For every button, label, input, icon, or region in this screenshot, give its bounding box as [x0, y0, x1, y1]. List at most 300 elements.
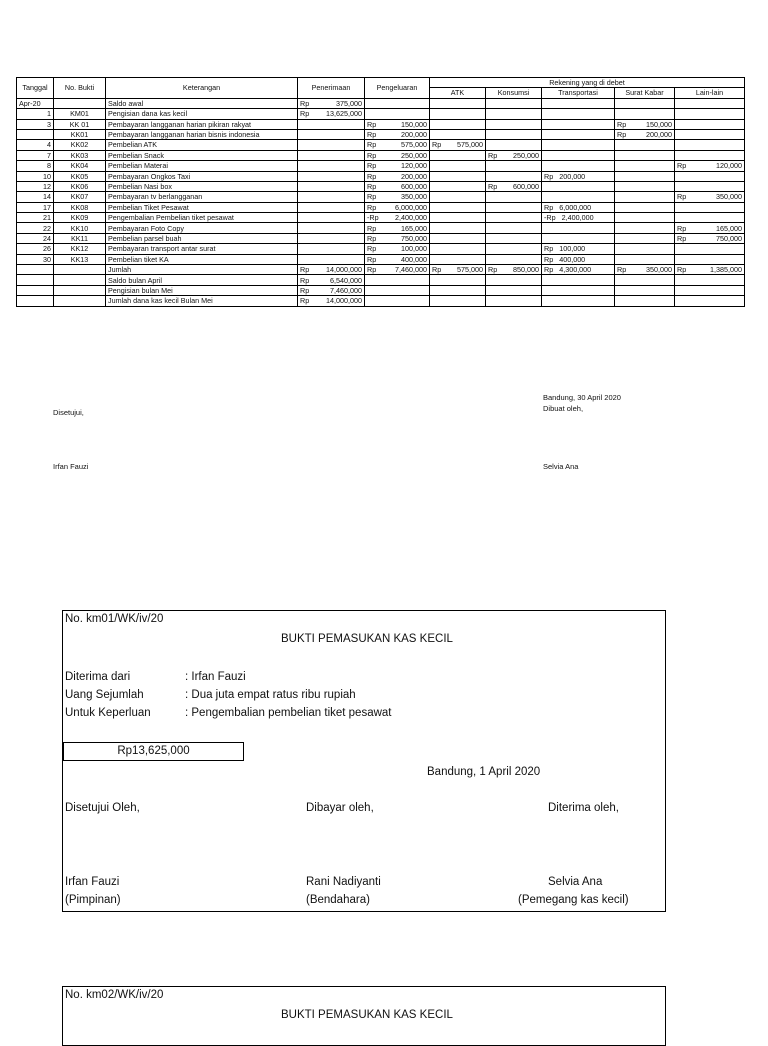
- pengeluaran-cell: [365, 254, 430, 264]
- currency-prefix: Rp: [677, 233, 687, 243]
- keterangan-cell: Pembelian parsel buah: [106, 233, 298, 243]
- header-penerimaan: Penerimaan: [298, 78, 365, 99]
- atk-cell: [430, 244, 486, 254]
- currency-prefix: Rp: [367, 140, 377, 150]
- lain-lain-cell: [675, 109, 745, 119]
- keterangan-cell: Pembayaran langganan harian bisnis indonesia: [106, 129, 298, 139]
- amount-value: 575,000: [457, 140, 483, 150]
- amount-value: 14,000,000: [326, 265, 362, 275]
- pengeluaran-cell: [365, 296, 430, 306]
- maker-name: Selvia Ana: [543, 462, 579, 471]
- transportasi-cell: [542, 254, 615, 264]
- amount-value: 200,000: [646, 130, 672, 140]
- tanggal-cell: 14: [17, 192, 54, 202]
- tanggal-cell: 17: [17, 202, 54, 212]
- ledger-row: [17, 150, 745, 160]
- pengeluaran-cell: [365, 285, 430, 295]
- currency-prefix: Rp: [300, 265, 310, 275]
- atk-cell: [430, 202, 486, 212]
- keterangan-cell: Pembelian ATK: [106, 140, 298, 150]
- atk-cell: [430, 192, 486, 202]
- header-atk: ATK: [430, 88, 486, 98]
- amount-value: 4,300,000: [559, 265, 592, 275]
- lain-lain-cell: [675, 98, 745, 108]
- no-bukti-cell: [54, 265, 106, 275]
- konsumsi-cell: [486, 171, 542, 181]
- keterangan-cell: Pembayaran langganan harian pikiran rakyat: [106, 119, 298, 129]
- amount-value: 165,000: [401, 223, 427, 233]
- receipt-title: BUKTI PEMASUKAN KAS KECIL: [281, 1009, 453, 1021]
- lain-lain-cell: [675, 202, 745, 212]
- amount-value: 200,000: [401, 171, 427, 181]
- surat-kabar-cell: [615, 275, 675, 285]
- konsumsi-cell: [486, 192, 542, 202]
- ledger-row: [17, 161, 745, 171]
- atk-cell: [430, 150, 486, 160]
- paid-by-label: Dibayar oleh,: [306, 802, 374, 814]
- keterangan-cell: Pengisian bulan Mei: [106, 285, 298, 295]
- currency-prefix: Rp: [367, 233, 377, 243]
- pengeluaran-cell: [365, 150, 430, 160]
- penerimaan-cell: [298, 285, 365, 295]
- currency-prefix: Rp: [432, 265, 442, 275]
- amount-value: 120,000: [401, 161, 427, 171]
- transportasi-cell: [542, 129, 615, 139]
- penerimaan-cell: [298, 223, 365, 233]
- konsumsi-cell: [486, 129, 542, 139]
- receiver-role: (Pemegang kas kecil): [518, 894, 629, 906]
- amount-value: 1,385,000: [710, 265, 742, 275]
- no-bukti-cell: KK10: [54, 223, 106, 233]
- atk-cell: [430, 233, 486, 243]
- keterangan-cell: Pembayaran tv berlangganan: [106, 192, 298, 202]
- ledger-row: [17, 296, 745, 306]
- pengeluaran-cell: [365, 98, 430, 108]
- amount-words-value: : Dua juta empat ratus ribu rupiah: [185, 689, 356, 701]
- ledger-row: [17, 202, 745, 212]
- ledger-row: [17, 140, 745, 150]
- currency-prefix: Rp: [432, 140, 442, 150]
- currency-prefix: Rp: [367, 130, 377, 140]
- surat-kabar-cell: [615, 109, 675, 119]
- no-bukti-cell: KK11: [54, 233, 106, 243]
- currency-prefix: Rp: [488, 150, 498, 160]
- transportasi-cell: [542, 140, 615, 150]
- konsumsi-cell: [486, 98, 542, 108]
- no-bukti-cell: [54, 275, 106, 285]
- payer-role: (Bendahara): [306, 894, 370, 906]
- penerimaan-cell: [298, 109, 365, 119]
- surat-kabar-cell: [615, 265, 675, 275]
- lain-lain-cell: [675, 285, 745, 295]
- currency-prefix: Rp: [367, 182, 377, 191]
- lain-lain-cell: [675, 129, 745, 139]
- atk-cell: [430, 161, 486, 171]
- no-bukti-cell: KK04: [54, 161, 106, 171]
- tanggal-cell: Apr-20: [17, 98, 54, 108]
- atk-cell: [430, 140, 486, 150]
- konsumsi-cell: [486, 254, 542, 264]
- pengeluaran-cell: [365, 161, 430, 171]
- atk-cell: [430, 223, 486, 233]
- tanggal-cell: 30: [17, 254, 54, 264]
- keterangan-cell: Pembelian tiket KA: [106, 254, 298, 264]
- ledger-row: [17, 244, 745, 254]
- ledger-row: [17, 285, 745, 295]
- tanggal-cell: [17, 296, 54, 306]
- received-by-label: Diterima oleh,: [548, 802, 619, 814]
- currency-prefix: Rp: [367, 161, 377, 171]
- receipt-place-date: Bandung, 1 April 2020: [427, 766, 541, 778]
- transportasi-cell: [542, 265, 615, 275]
- konsumsi-cell: [486, 150, 542, 160]
- keterangan-cell: Saldo awal: [106, 98, 298, 108]
- konsumsi-cell: [486, 296, 542, 306]
- currency-prefix: Rp: [544, 171, 554, 181]
- keterangan-cell: Pembelian Nasi box: [106, 181, 298, 191]
- amount-value: 250,000: [513, 150, 539, 160]
- transportasi-cell: [542, 233, 615, 243]
- transportasi-cell: [542, 202, 615, 212]
- surat-kabar-cell: [615, 150, 675, 160]
- approved-label: Disetujui,: [53, 408, 84, 417]
- keterangan-cell: Pembayaran transport antar surat: [106, 244, 298, 254]
- payer-name: Rani Nadiyanti: [306, 876, 381, 888]
- lain-lain-cell: [675, 233, 745, 243]
- keterangan-cell: Pembayaran Ongkos Taxi: [106, 171, 298, 181]
- no-bukti-cell: KK09: [54, 213, 106, 223]
- amount-value: 350,000: [401, 192, 427, 202]
- lain-lain-cell: [675, 150, 745, 160]
- currency-prefix: Rp: [300, 296, 310, 306]
- header-tanggal: Tanggal: [17, 78, 54, 99]
- konsumsi-cell: [486, 223, 542, 233]
- currency-prefix: Rp: [544, 244, 554, 254]
- atk-cell: [430, 98, 486, 108]
- pengeluaran-cell: [365, 265, 430, 275]
- konsumsi-cell: [486, 265, 542, 275]
- tanggal-cell: 8: [17, 161, 54, 171]
- keterangan-cell: Pembelian Materai: [106, 161, 298, 171]
- header-keterangan: Keterangan: [106, 78, 298, 99]
- currency-prefix: Rp: [367, 202, 377, 212]
- ledger-row: [17, 275, 745, 285]
- currency-prefix: -Rp: [544, 213, 556, 223]
- pengeluaran-cell: [365, 181, 430, 191]
- currency-prefix: Rp: [367, 254, 377, 264]
- approver-role: (Pimpinan): [65, 894, 121, 906]
- amount-value: 200,000: [559, 171, 586, 181]
- surat-kabar-cell: [615, 98, 675, 108]
- purpose-label: Untuk Keperluan: [65, 707, 151, 719]
- currency-prefix: Rp: [367, 265, 377, 275]
- purpose-value: : Pengembalian pembelian tiket pesawat: [185, 707, 392, 719]
- atk-cell: [430, 254, 486, 264]
- lain-lain-cell: [675, 244, 745, 254]
- header-pengeluaran: Pengeluaran: [365, 78, 430, 99]
- currency-prefix: Rp: [300, 275, 310, 285]
- atk-cell: [430, 119, 486, 129]
- penerimaan-cell: [298, 150, 365, 160]
- currency-prefix: Rp: [617, 265, 627, 275]
- tanggal-cell: [17, 129, 54, 139]
- surat-kabar-cell: [615, 213, 675, 223]
- header-transportasi: Transportasi: [542, 88, 615, 98]
- approved-by-label: Disetujui Oleh,: [65, 802, 140, 814]
- ledger-row: [17, 129, 745, 139]
- no-bukti-cell: KK01: [54, 129, 106, 139]
- amount-value: 200,000: [401, 130, 427, 140]
- ledger-row: [17, 223, 745, 233]
- amount-value: 7,460,000: [395, 265, 427, 275]
- lain-lain-cell: [675, 265, 745, 275]
- pengeluaran-cell: [365, 213, 430, 223]
- tanggal-cell: [17, 285, 54, 295]
- atk-cell: [430, 129, 486, 139]
- penerimaan-cell: [298, 181, 365, 191]
- konsumsi-cell: [486, 181, 542, 191]
- atk-cell: [430, 265, 486, 275]
- amount-value: 600,000: [401, 182, 427, 191]
- penerimaan-cell: [298, 192, 365, 202]
- pengeluaran-cell: [365, 140, 430, 150]
- tanggal-cell: 21: [17, 213, 54, 223]
- konsumsi-cell: [486, 233, 542, 243]
- currency-prefix: Rp: [367, 119, 377, 129]
- tanggal-cell: 12: [17, 181, 54, 191]
- surat-kabar-cell: [615, 171, 675, 181]
- no-bukti-cell: KK 01: [54, 119, 106, 129]
- pengeluaran-cell: [365, 171, 430, 181]
- currency-prefix: Rp: [488, 265, 498, 275]
- tanggal-cell: 22: [17, 223, 54, 233]
- currency-prefix: Rp: [544, 265, 554, 275]
- transportasi-cell: [542, 171, 615, 181]
- surat-kabar-cell: [615, 181, 675, 191]
- no-bukti-cell: KK03: [54, 150, 106, 160]
- amount-box: Rp13,625,000: [63, 742, 244, 761]
- currency-prefix: Rp: [544, 254, 554, 264]
- amount-value: 100,000: [401, 244, 427, 254]
- currency-prefix: Rp: [367, 171, 377, 181]
- lain-lain-cell: [675, 140, 745, 150]
- received-from-label: Diterima dari: [65, 671, 131, 683]
- no-bukti-cell: KK08: [54, 202, 106, 212]
- transportasi-cell: [542, 223, 615, 233]
- no-bukti-cell: KK07: [54, 192, 106, 202]
- amount-value: 14,000,000: [326, 296, 362, 306]
- currency-prefix: Rp: [488, 182, 498, 191]
- penerimaan-cell: [298, 140, 365, 150]
- ledger-body: [17, 98, 745, 306]
- atk-cell: [430, 296, 486, 306]
- lain-lain-cell: [675, 119, 745, 129]
- lain-lain-cell: [675, 213, 745, 223]
- pengeluaran-cell: [365, 223, 430, 233]
- ledger-row: [17, 109, 745, 119]
- received-from-value: : Irfan Fauzi: [185, 671, 246, 683]
- header-surat-kabar: Surat Kabar: [615, 88, 675, 98]
- receipt-title: BUKTI PEMASUKAN KAS KECIL: [281, 633, 453, 645]
- tanggal-cell: 10: [17, 171, 54, 181]
- transportasi-cell: [542, 244, 615, 254]
- konsumsi-cell: [486, 140, 542, 150]
- amount-value: 575,000: [401, 140, 427, 150]
- konsumsi-cell: [486, 202, 542, 212]
- currency-prefix: Rp: [677, 223, 687, 233]
- atk-cell: [430, 213, 486, 223]
- transportasi-cell: [542, 181, 615, 191]
- keterangan-cell: Saldo bulan April: [106, 275, 298, 285]
- lain-lain-cell: [675, 192, 745, 202]
- header-rekening: Rekening yang di debet: [430, 78, 745, 88]
- penerimaan-cell: [298, 171, 365, 181]
- receipt-km01: [62, 610, 666, 912]
- currency-prefix: Rp: [677, 265, 687, 275]
- currency-prefix: Rp: [367, 192, 377, 202]
- keterangan-cell: Jumlah: [106, 265, 298, 275]
- pengeluaran-cell: [365, 202, 430, 212]
- surat-kabar-cell: [615, 244, 675, 254]
- lain-lain-cell: [675, 171, 745, 181]
- petty-cash-ledger-table: [16, 77, 745, 307]
- transportasi-cell: [542, 161, 615, 171]
- pengeluaran-cell: [365, 109, 430, 119]
- receipt-number: No. km01/WK/iv/20: [65, 613, 164, 625]
- currency-prefix: Rp: [544, 202, 554, 212]
- pengeluaran-cell: [365, 119, 430, 129]
- made-by-label: Dibuat oleh,: [543, 404, 584, 413]
- atk-cell: [430, 171, 486, 181]
- no-bukti-cell: KK02: [54, 140, 106, 150]
- amount-value: 6,000,000: [559, 202, 592, 212]
- amount-value: 7,460,000: [330, 285, 362, 295]
- konsumsi-cell: [486, 109, 542, 119]
- lain-lain-cell: [675, 223, 745, 233]
- atk-cell: [430, 285, 486, 295]
- konsumsi-cell: [486, 213, 542, 223]
- transportasi-cell: [542, 213, 615, 223]
- penerimaan-cell: [298, 161, 365, 171]
- surat-kabar-cell: [615, 285, 675, 295]
- pengeluaran-cell: [365, 244, 430, 254]
- penerimaan-cell: [298, 129, 365, 139]
- atk-cell: [430, 181, 486, 191]
- penerimaan-cell: [298, 265, 365, 275]
- no-bukti-cell: [54, 296, 106, 306]
- pengeluaran-cell: [365, 129, 430, 139]
- currency-prefix: Rp: [300, 109, 310, 119]
- penerimaan-cell: [298, 296, 365, 306]
- lain-lain-cell: [675, 254, 745, 264]
- tanggal-cell: [17, 265, 54, 275]
- amount-value: 750,000: [401, 233, 427, 243]
- tanggal-cell: 7: [17, 150, 54, 160]
- pengeluaran-cell: [365, 275, 430, 285]
- amount-value: 2,400,000: [561, 213, 594, 223]
- tanggal-cell: 3: [17, 119, 54, 129]
- lain-lain-cell: [675, 181, 745, 191]
- konsumsi-cell: [486, 285, 542, 295]
- penerimaan-cell: [298, 233, 365, 243]
- lain-lain-cell: [675, 296, 745, 306]
- header-konsumsi: Konsumsi: [486, 88, 542, 98]
- amount-value: 6,540,000: [330, 275, 362, 285]
- amount-value: 100,000: [559, 244, 586, 254]
- ledger-row: [17, 233, 745, 243]
- atk-cell: [430, 109, 486, 119]
- amount-value: 350,000: [716, 192, 742, 202]
- keterangan-cell: Pengembalian Pembelian tiket pesawat: [106, 213, 298, 223]
- surat-kabar-cell: [615, 233, 675, 243]
- penerimaan-cell: [298, 119, 365, 129]
- amount-value: 165,000: [716, 223, 742, 233]
- penerimaan-cell: [298, 275, 365, 285]
- konsumsi-cell: [486, 161, 542, 171]
- receipt-number: No. km02/WK/iv/20: [65, 989, 164, 1001]
- ledger-row: [17, 98, 745, 108]
- transportasi-cell: [542, 192, 615, 202]
- receiver-name: Selvia Ana: [548, 876, 603, 888]
- surat-kabar-cell: [615, 296, 675, 306]
- ledger-row: [17, 192, 745, 202]
- ledger-row: [17, 171, 745, 181]
- currency-prefix: Rp: [617, 119, 627, 129]
- currency-prefix: Rp: [367, 150, 377, 160]
- approver-name: Irfan Fauzi: [53, 462, 89, 471]
- penerimaan-cell: [298, 98, 365, 108]
- tanggal-cell: [17, 275, 54, 285]
- ledger-row: [17, 119, 745, 129]
- transportasi-cell: [542, 150, 615, 160]
- receipt-km02: [62, 986, 666, 1046]
- surat-kabar-cell: [615, 192, 675, 202]
- currency-prefix: Rp: [300, 98, 310, 108]
- amount-value: 13,625,000: [326, 109, 362, 119]
- currency-prefix: Rp: [617, 130, 627, 140]
- pengeluaran-cell: [365, 192, 430, 202]
- ledger-row: [17, 213, 745, 223]
- tanggal-cell: 26: [17, 244, 54, 254]
- amount-value: 6,000,000: [395, 202, 427, 212]
- amount-value: 400,000: [559, 254, 586, 264]
- keterangan-cell: Pembayaran Foto Copy: [106, 223, 298, 233]
- no-bukti-cell: KK06: [54, 181, 106, 191]
- no-bukti-cell: KM01: [54, 109, 106, 119]
- currency-prefix: Rp: [367, 223, 377, 233]
- surat-kabar-cell: [615, 119, 675, 129]
- transportasi-cell: [542, 119, 615, 129]
- keterangan-cell: Pengisian dana kas kecil: [106, 109, 298, 119]
- penerimaan-cell: [298, 254, 365, 264]
- currency-prefix: Rp: [367, 244, 377, 254]
- konsumsi-cell: [486, 119, 542, 129]
- no-bukti-cell: KK05: [54, 171, 106, 181]
- keterangan-cell: Jumlah dana kas kecil Bulan Mei: [106, 296, 298, 306]
- approver-name: Irfan Fauzi: [65, 876, 120, 888]
- keterangan-cell: Pembelian Tiket Pesawat: [106, 202, 298, 212]
- currency-prefix: Rp: [300, 285, 310, 295]
- ledger-row: [17, 181, 745, 191]
- no-bukti-cell: [54, 285, 106, 295]
- transportasi-cell: [542, 98, 615, 108]
- amount-words-label: Uang Sejumlah: [65, 689, 144, 701]
- surat-kabar-cell: [615, 161, 675, 171]
- amount-value: 400,000: [401, 254, 427, 264]
- amount-value: 575,000: [457, 265, 483, 275]
- amount-value: 250,000: [401, 150, 427, 160]
- tanggal-cell: 1: [17, 109, 54, 119]
